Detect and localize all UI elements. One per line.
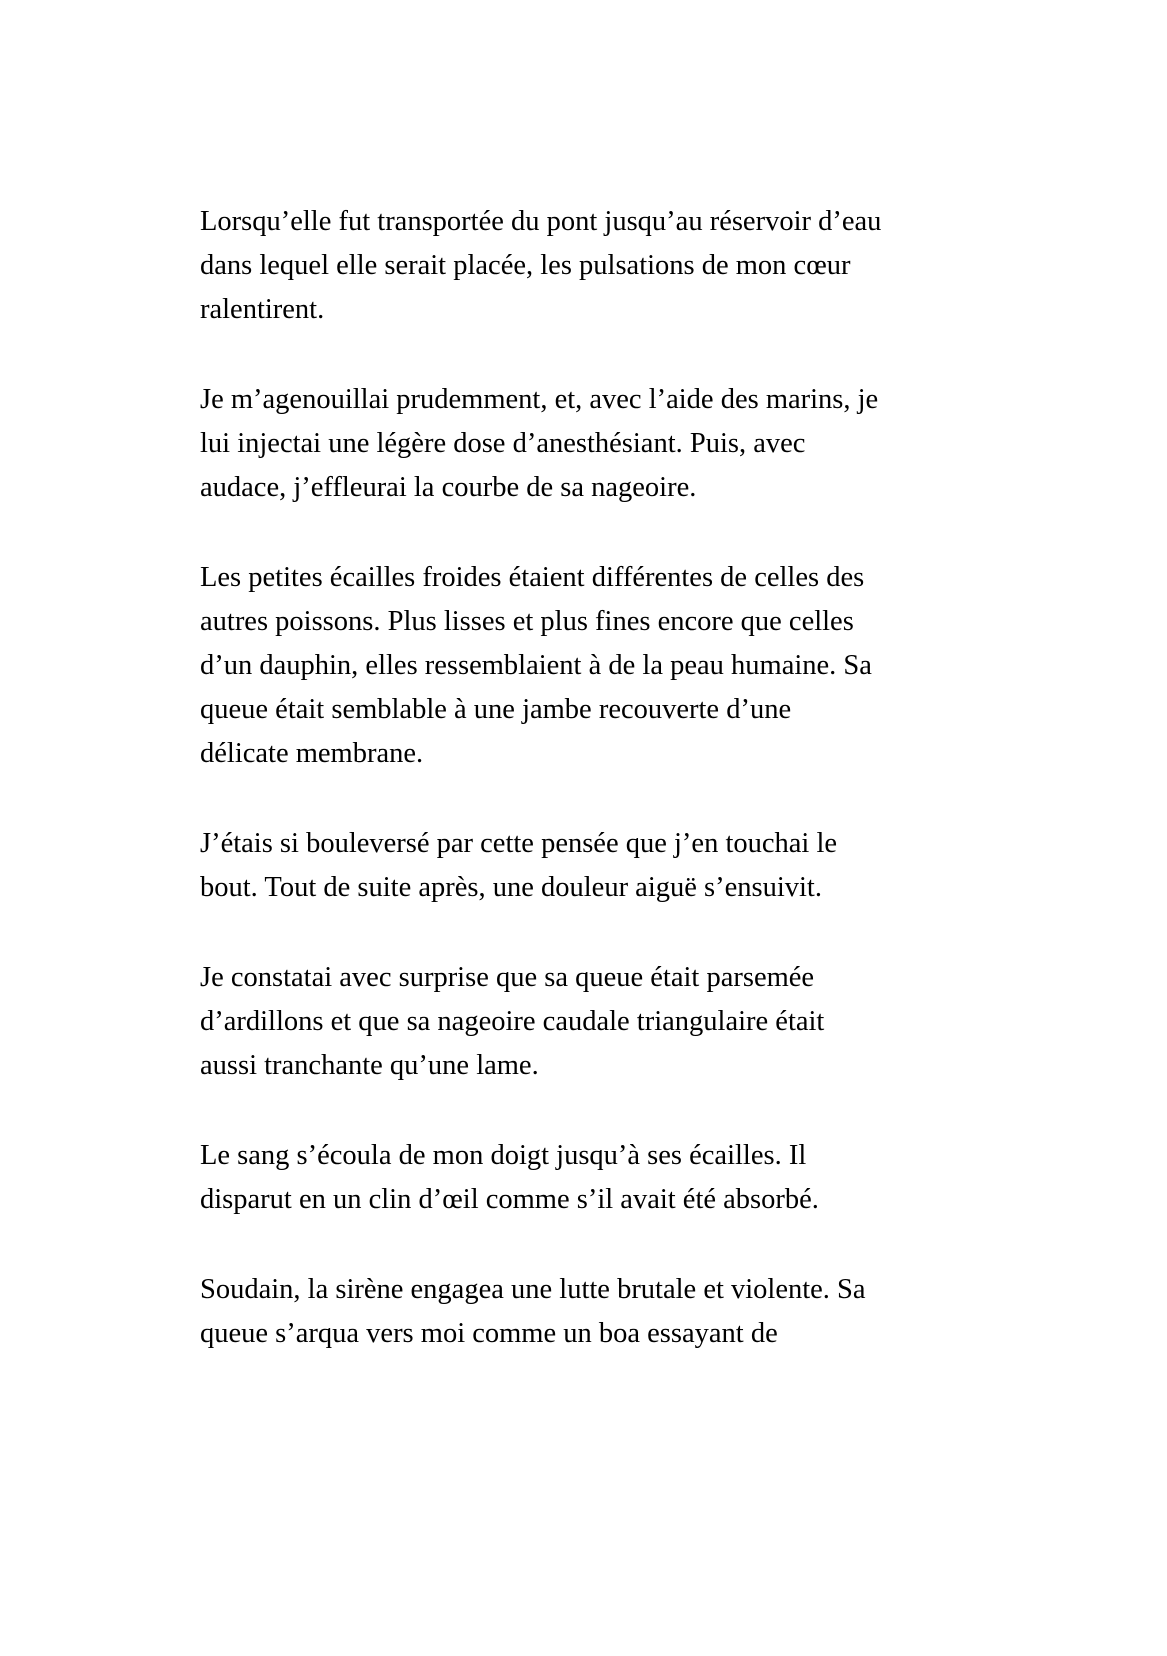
paragraph-6 — [200, 1134, 1000, 1222]
text-line: Lorsqu’elle fut transportée du pont jusqu’au réservoir d’eau — [200, 206, 882, 237]
text-line: dans lequel elle serait placée, les pulsations de mon cœur — [200, 250, 851, 281]
text-line: délicate membrane. — [200, 738, 424, 769]
paragraph-2 — [200, 378, 1000, 510]
text-line: Les petites écailles froides étaient différentes de celles des — [200, 562, 865, 593]
text-line: autres poissons. Plus lisses et plus fines encore que celles — [200, 606, 854, 637]
text-line: d’ardillons et que sa nageoire caudale triangulaire était — [200, 1006, 825, 1037]
text-line: Le sang s’écoula de mon doigt jusqu’à ses écailles. Il — [200, 1140, 807, 1171]
paragraph-4 — [200, 822, 1000, 910]
text-line: audace, j’effleurai la courbe de sa nageoire. — [200, 472, 697, 503]
text-line: aussi tranchante qu’une lame. — [200, 1050, 539, 1081]
text-line: d’un dauphin, elles ressemblaient à de la peau humaine. Sa — [200, 650, 872, 681]
paragraph-5 — [200, 956, 1000, 1088]
paragraph-1 — [200, 200, 1000, 332]
text-line: disparut en un clin d’œil comme s’il avait été absorbé. — [200, 1184, 819, 1215]
text-line: ralentirent. — [200, 294, 325, 325]
text-line: lui injectai une légère dose d’anesthésiant. Puis, avec — [200, 428, 806, 459]
text-line: bout. Tout de suite après, une douleur aiguë s’ensuivit. — [200, 872, 822, 903]
paragraph-3 — [200, 556, 1000, 776]
text-line: Je m’agenouillai prudemment, et, avec l’aide des marins, je — [200, 384, 879, 415]
text-line: queue était semblable à une jambe recouverte d’une — [200, 694, 792, 725]
text-line: Soudain, la sirène engagea une lutte brutale et violente. Sa — [200, 1274, 866, 1305]
body-text — [200, 200, 1000, 1402]
text-line: Je constatai avec surprise que sa queue était parsemée — [200, 962, 815, 993]
paragraph-7 — [200, 1268, 1000, 1356]
text-line: queue s’arqua vers moi comme un boa essayant de — [200, 1318, 778, 1349]
text-line: J’étais si bouleversé par cette pensée que j’en touchai le — [200, 828, 838, 859]
